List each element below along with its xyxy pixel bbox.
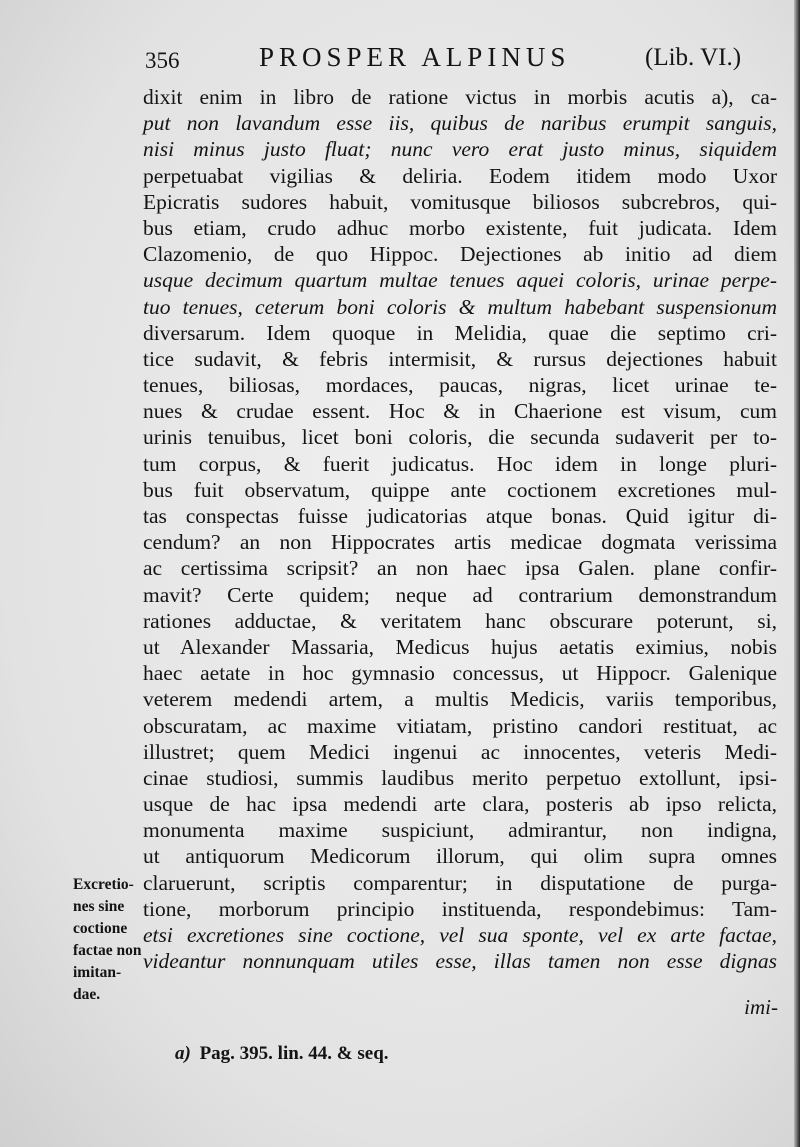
text-line: urinis tenuibus, licet boni coloris, die secunda sudaverit per to- xyxy=(143,425,777,450)
marginal-note-line: nes sine xyxy=(73,898,125,915)
marginal-note xyxy=(73,874,153,1006)
body-text xyxy=(143,84,777,974)
text-line: tuo tenues, ceterum boni coloris & multum habebant suspensionum xyxy=(143,294,777,319)
text-line: tice sudavit, & febris intermisit, & rursus dejectiones habuit xyxy=(143,346,777,371)
text-line: illustret; quem Medici ingenui ac innocentes, veteris Medi- xyxy=(143,739,777,764)
text-line: bus fuit observatum, quippe ante coctionem excretiones mul- xyxy=(143,477,777,502)
text-line: ut Alexander Massaria, Medicus hujus aetatis eximius, nobis xyxy=(143,634,777,659)
text-line: rationes adductae, & veritatem hanc obscurare poterunt, si, xyxy=(143,608,777,633)
text-line: nues & crudae essent. Hoc & in Chaerione est visum, cum xyxy=(143,399,777,424)
text-line: tas conspectas fuisse judicatorias atque bonas. Quid igitur di- xyxy=(143,504,777,528)
marginal-note-line: Excretio- xyxy=(73,876,134,893)
text-line: ac certissima scripsit? an non haec ipsa Galen. plane confir- xyxy=(143,556,777,581)
text-line: haec aetate in hoc gymnasio concessus, ut Hippocr. Galenique xyxy=(143,661,777,686)
text-line: mavit? Certe quidem; neque ad contrarium demonstrandum xyxy=(143,582,777,607)
text-line: cendum? an non Hippocrates artis medicae dogmata verissima xyxy=(143,530,777,555)
text-line: put non lavandum esse iis, quibus de naribus erumpit sanguis, xyxy=(143,111,777,136)
marginal-note-line: factae non xyxy=(73,942,142,959)
text-line: ut antiquorum Medicorum illorum, qui olim supra omnes xyxy=(143,844,777,869)
text-line: nisi minus justo fluat; nunc vero erat justo minus, siquidem xyxy=(143,137,777,162)
text-line: obscuratam, ac maxime vitiatam, pristino candori restituat, ac xyxy=(143,713,777,738)
marginal-note-line: imitan- xyxy=(73,964,122,981)
marginal-note-line: dae. xyxy=(73,986,101,1003)
page-number: 356 xyxy=(145,48,180,73)
text-line: cinae studiosi, summis laudibus merito perpetuo extollunt, ipsi- xyxy=(143,765,777,790)
text-line: veterem medendi artem, a multis Medicis, variis temporibus, xyxy=(143,687,777,712)
text-line: bus etiam, crudo adhuc morbo existente, fuit judicata. Idem xyxy=(143,215,777,240)
text-line: usque decimum quartum multae tenues aquei coloris, urinae perpe- xyxy=(143,268,777,293)
text-line: diversarum. Idem quoque in Melidia, quae die septimo cri- xyxy=(143,320,777,345)
text-line: tum corpus, & fuerit judicatus. Hoc idem in longe pluri- xyxy=(143,451,777,476)
book-reference: (Lib. VI.) xyxy=(645,44,742,71)
text-line: claruerunt, scriptis comparentur; in disputatione de purga- xyxy=(143,870,777,895)
text-line: Epicratis sudores habuit, vomitusque biliosos subcrebros, qui- xyxy=(143,189,777,214)
page-edge xyxy=(794,0,800,1147)
footnote-mark: a) xyxy=(175,1043,191,1064)
text-line: tione, morborum principio instituenda, respondebimus: Tam- xyxy=(143,896,777,921)
footnote-text: Pag. 395. lin. 44. & seq. xyxy=(199,1043,389,1064)
text-line: perpetuabat vigilias & deliria. Eodem itidem modo Uxor xyxy=(143,163,777,188)
text-line: Clazomenio, de quo Hippoc. Dejectiones ab initio ad diem xyxy=(143,242,777,267)
catchword: imi- xyxy=(744,995,778,1019)
footnote xyxy=(175,1043,389,1065)
text-line: videantur nonnunquam utiles esse, illas tamen non esse dignas xyxy=(143,949,777,974)
text-line: monumenta maxime suspiciunt, admirantur, non indigna, xyxy=(143,818,777,843)
text-line: etsi excretiones sine coctione, vel sua sponte, vel ex arte factae, xyxy=(143,923,777,947)
text-line: dixit enim in libro de ratione victus in morbis acutis a), ca- xyxy=(143,85,777,109)
marginal-note-line: coctione xyxy=(73,920,128,937)
text-line: usque de hac ipsa medendi arte clara, posteris ab ipso relicta, xyxy=(143,792,777,817)
text-line: tenues, biliosas, mordaces, paucas, nigras, licet urinae te- xyxy=(143,373,777,398)
running-head: PROSPER ALPINUS xyxy=(259,42,571,72)
page-header xyxy=(145,40,775,84)
